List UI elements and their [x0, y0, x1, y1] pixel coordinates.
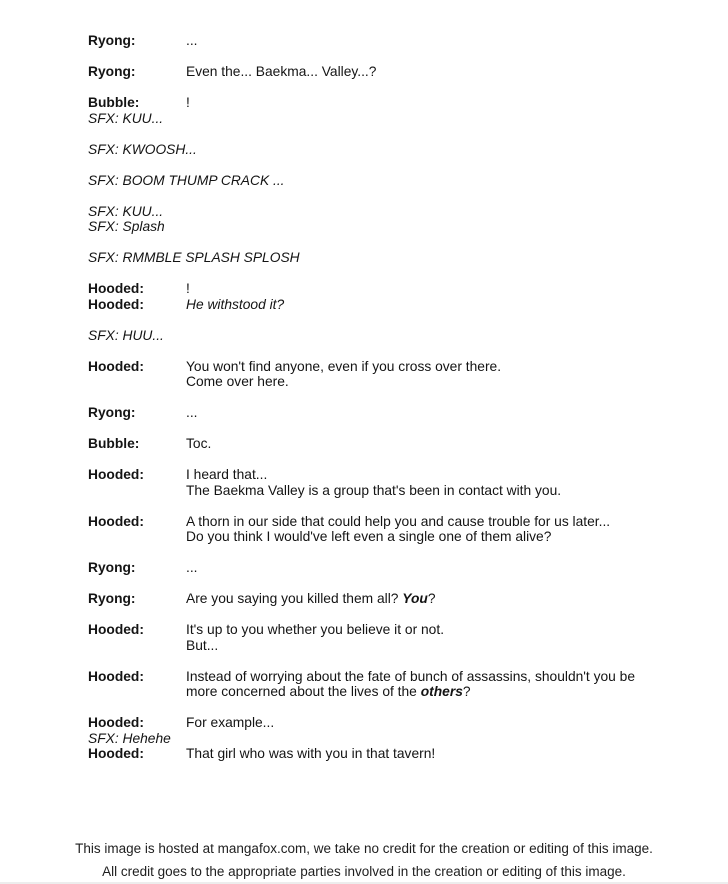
script-block: [88, 436, 702, 452]
speaker-label: Hooded:: [88, 746, 144, 761]
script-block: [88, 591, 702, 607]
script-block: [88, 514, 702, 545]
dialogue-text: Instead of worrying about the fate of bunch of assassins, shouldn't you be: [186, 668, 636, 684]
script-line: [88, 297, 702, 313]
script-line: [88, 467, 702, 483]
sfx-text: SFX: Hehehe: [88, 730, 171, 746]
dialogue-text: more concerned about the lives of the others?: [186, 684, 471, 699]
script-block: [88, 33, 702, 49]
sfx-line: [88, 250, 702, 266]
sfx-line: [88, 111, 702, 127]
sfx-text: SFX: Splash: [88, 219, 165, 234]
dialogue-text: But...: [186, 637, 219, 653]
dialogue-text: ...: [186, 33, 198, 48]
credit-footer: [0, 837, 728, 883]
script-line: [88, 591, 702, 607]
dialogue-text: The Baekma Valley is a group that's been in contact with you.: [186, 482, 562, 498]
script-block: [88, 95, 702, 126]
script-line: [88, 638, 702, 654]
speaker-label: Hooded:: [88, 358, 144, 374]
script-block: [88, 622, 702, 653]
speaker-label: Ryong:: [88, 33, 136, 48]
dialogue-text: A thorn in our side that could help you and cause trouble for us later...: [186, 513, 611, 529]
script-body: [88, 33, 702, 777]
speaker-label: Hooded:: [88, 622, 144, 637]
script-block: [88, 669, 702, 700]
sfx-line: [88, 328, 702, 344]
speaker-label: Bubble:: [88, 95, 140, 110]
speaker-label: Hooded:: [88, 668, 144, 684]
script-line: [88, 64, 702, 80]
sfx-line: [88, 173, 702, 189]
speaker-label: Ryong:: [88, 560, 136, 575]
sfx-text: SFX: KUU...: [88, 203, 164, 219]
script-line: [88, 746, 702, 762]
dialogue-text: For example...: [186, 715, 275, 730]
script-line: [88, 281, 702, 297]
script-block: [88, 250, 702, 266]
script-block: [88, 560, 702, 576]
script-line: [88, 359, 702, 375]
sfx-text: SFX: RMMBLE SPLASH SPLOSH: [88, 250, 300, 265]
sfx-line: [88, 204, 702, 220]
script-line: [88, 715, 702, 731]
script-block: [88, 142, 702, 158]
script-line: [88, 483, 702, 499]
speaker-label: Hooded:: [88, 513, 144, 529]
dialogue-text: ...: [186, 405, 198, 420]
speaker-label: Ryong:: [88, 591, 136, 606]
sfx-text: SFX: KWOOSH...: [88, 141, 197, 157]
dialogue-text: !: [186, 281, 190, 296]
sfx-line: [88, 219, 702, 235]
script-block: [88, 281, 702, 312]
speaker-label: Hooded:: [88, 715, 144, 730]
speaker-label: Bubble:: [88, 436, 140, 451]
credit-line-2: All credit goes to the appropriate parties involved in the creation or editing of this image.: [102, 864, 626, 879]
speaker-label: Hooded:: [88, 281, 144, 296]
sfx-text: SFX: HUU...: [88, 327, 164, 343]
script-line: [88, 33, 702, 49]
script-line: [88, 95, 702, 111]
dialogue-text: It's up to you whether you believe it or not.: [186, 622, 445, 637]
speaker-label: Hooded:: [88, 467, 144, 482]
dialogue-text: ...: [186, 560, 198, 575]
script-line: [88, 669, 702, 685]
script-block: [88, 328, 702, 344]
sfx-line: [88, 142, 702, 158]
script-block: [88, 715, 702, 762]
dialogue-text: Are you saying you killed them all? You?: [186, 591, 436, 606]
script-block: [88, 204, 702, 235]
dialogue-text: Toc.: [186, 436, 212, 451]
dialogue-text: Do you think I would've left even a single one of them alive?: [186, 529, 552, 544]
script-block: [88, 405, 702, 421]
dialogue-text: Come over here.: [186, 374, 289, 389]
script-block: [88, 173, 702, 189]
dialogue-text: He withstood it?: [186, 296, 285, 312]
script-line: [88, 529, 702, 545]
dialogue-text: Even the... Baekma... Valley...?: [186, 64, 377, 79]
script-line: [88, 622, 702, 638]
speaker-label: Ryong:: [88, 405, 136, 420]
script-block: [88, 467, 702, 498]
speaker-label: Ryong:: [88, 64, 136, 79]
dialogue-text: I heard that...: [186, 467, 268, 482]
dialogue-text: You won't find anyone, even if you cross over there.: [186, 358, 502, 374]
script-line: [88, 684, 702, 700]
sfx-text: SFX: BOOM THUMP CRACK ...: [88, 172, 285, 188]
script-block: [88, 359, 702, 390]
dialogue-text: !: [186, 95, 190, 110]
dialogue-text: That girl who was with you in that tavern!: [186, 746, 436, 761]
script-line: [88, 436, 702, 452]
script-line: [88, 514, 702, 530]
credit-line-1: This image is hosted at mangafox.com, we take no credit for the creation or editing of this image.: [75, 841, 653, 856]
speaker-label: Hooded:: [88, 296, 144, 312]
sfx-text: SFX: KUU...: [88, 110, 164, 126]
script-block: [88, 64, 702, 80]
script-line: [88, 405, 702, 421]
sfx-line: [88, 731, 702, 747]
script-line: [88, 374, 702, 390]
script-line: [88, 560, 702, 576]
